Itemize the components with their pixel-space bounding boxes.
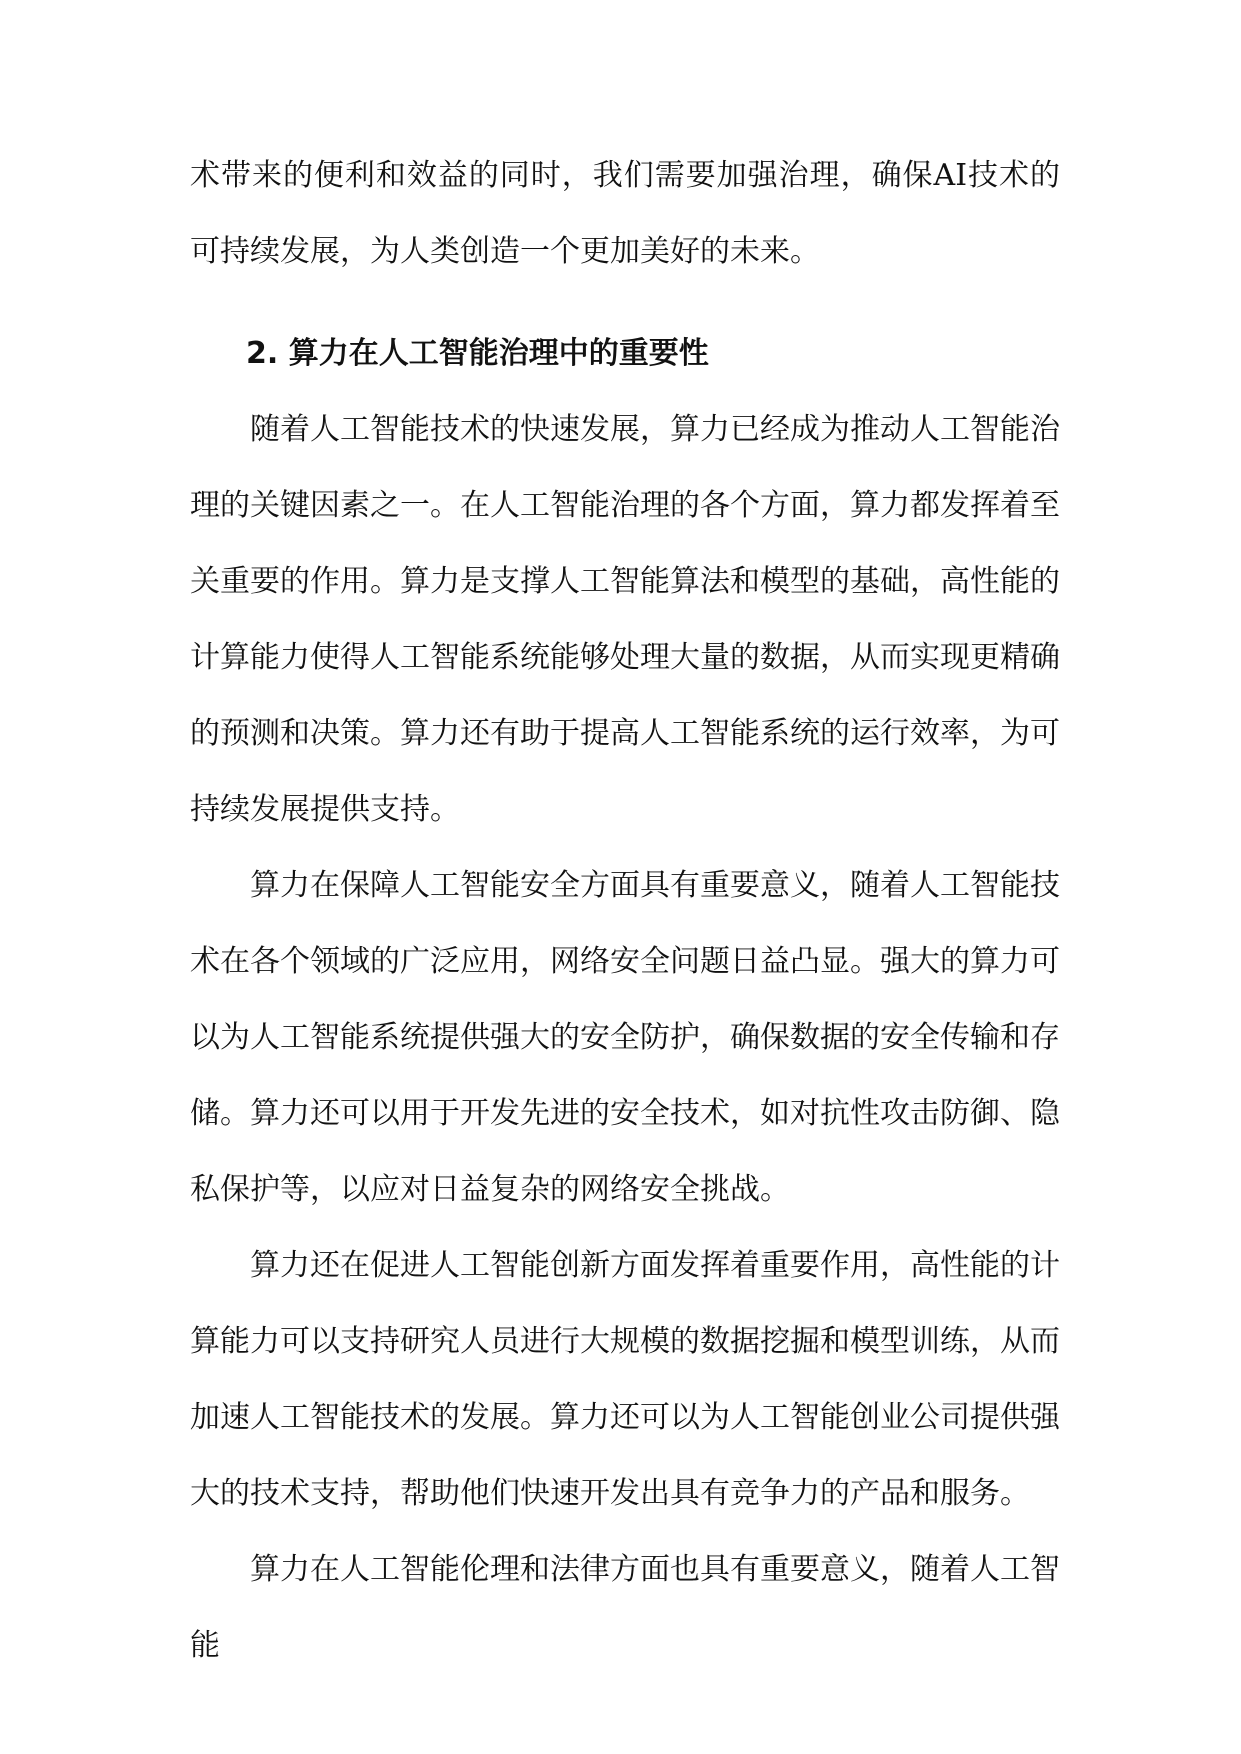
paragraph-security: 算力在保障人工智能安全方面具有重要意义，随着人工智能技术在各个领域的广泛应用，网络安全问题日益凸显。强大的算力可以为人工智能系统提供强大的安全防护，确保数据的安全传输和存储。算力还可以用于开发先进的安全技术，如对抗性攻击防御、隐私保护等，以应对日益复杂的网络安全挑战。	[190, 868, 1060, 1207]
paragraph-computing-power-role: 随着人工智能技术的快速发展，算力已经成为推动人工智能治理的关键因素之一。在人工智能治理的各个方面，算力都发挥着至关重要的作用。算力是支撑人工智能算法和模型的基础，高性能的计算能力使得人工智能系统能够处理大量的数据，从而实现更精确的预测和决策。算力还有助于提高人工智能系统的运行效率，为可持续发展提供支持。	[190, 412, 1060, 827]
paragraph-innovation: 算力还在促进人工智能创新方面发挥着重要作用，高性能的计算能力可以支持研究人员进行大规模的数据挖掘和模型训练，从而加速人工智能技术的发展。算力还可以为人工智能创业公司提供强大的技术支持，帮助他们快速开发出具有竞争力的产品和服务。	[190, 1248, 1060, 1511]
section-heading: 2. 算力在人工智能治理中的重要性	[246, 336, 709, 371]
paragraph-ethics-law: 算力在人工智能伦理和法律方面也具有重要意义，随着人工智能	[190, 1552, 1060, 1663]
document-page	[190, 138, 1060, 1684]
intro-paragraph: 术带来的便利和效益的同时，我们需要加强治理，确保AI技术的可持续发展，为人类创造一个更加美好的未来。	[190, 158, 1060, 269]
